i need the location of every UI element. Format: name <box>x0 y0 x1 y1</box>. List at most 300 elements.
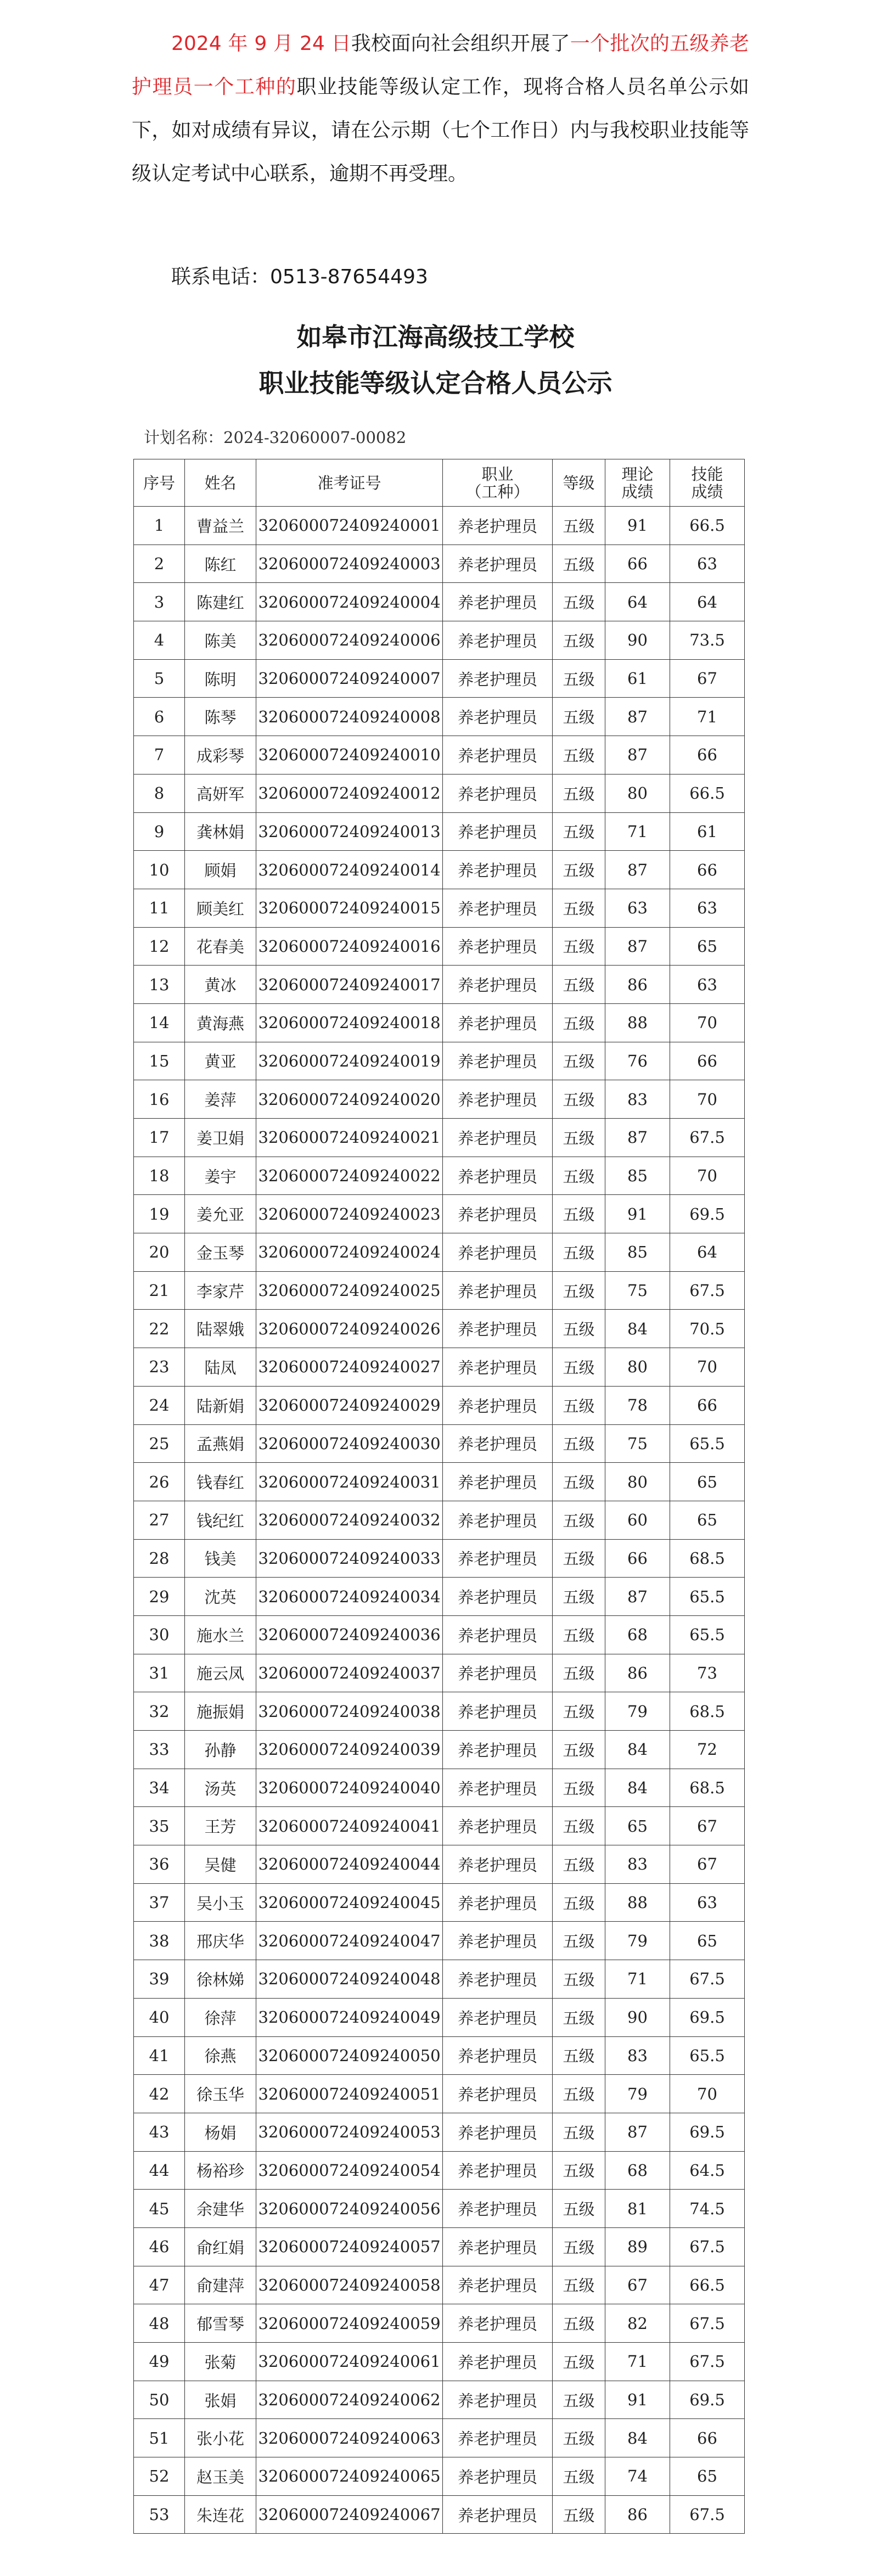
cell-skill: 65.5 <box>670 1578 745 1616</box>
notice-paragraph <box>132 22 749 195</box>
cell-ticket: 320600072409240025 <box>256 1271 443 1310</box>
cell-skill: 67 <box>670 1845 745 1884</box>
cell-theory: 81 <box>605 2190 670 2228</box>
cell-theory: 84 <box>605 1769 670 1807</box>
cell-ticket: 320600072409240065 <box>256 2457 443 2496</box>
table-row <box>134 966 745 1004</box>
cell-level: 五级 <box>553 1501 605 1539</box>
cell-seq: 45 <box>134 2190 185 2228</box>
table-row <box>134 1998 745 2036</box>
cell-job: 养老护理员 <box>443 1463 553 1501</box>
cell-name: 赵玉美 <box>185 2457 256 2496</box>
cell-skill: 73.5 <box>670 621 745 660</box>
cell-job: 养老护理员 <box>443 507 553 545</box>
cell-theory: 89 <box>605 2227 670 2266</box>
cell-level: 五级 <box>553 1003 605 1042</box>
cell-level: 五级 <box>553 2075 605 2113</box>
cell-seq: 51 <box>134 2419 185 2457</box>
cell-theory: 71 <box>605 2343 670 2381</box>
cell-seq: 36 <box>134 1845 185 1884</box>
cell-ticket: 320600072409240059 <box>256 2304 443 2343</box>
contact-label: 联系电话： <box>171 266 271 288</box>
cell-level: 五级 <box>553 1731 605 1769</box>
table-row <box>134 1003 745 1042</box>
cell-name: 钱纪红 <box>185 1501 256 1539</box>
cell-level: 五级 <box>553 2495 605 2534</box>
cell-seq: 30 <box>134 1615 185 1654</box>
cell-job: 养老护理员 <box>443 1731 553 1769</box>
cell-skill: 61 <box>670 812 745 851</box>
cell-ticket: 320600072409240053 <box>256 2113 443 2151</box>
table-row <box>134 1807 745 1845</box>
cell-job: 养老护理员 <box>443 1615 553 1654</box>
cell-seq: 11 <box>134 889 185 927</box>
cell-seq: 38 <box>134 1922 185 1960</box>
cell-skill: 72 <box>670 1731 745 1769</box>
cell-theory: 75 <box>605 1424 670 1463</box>
table-row <box>134 889 745 927</box>
cell-theory: 67 <box>605 2266 670 2304</box>
cell-seq: 18 <box>134 1157 185 1195</box>
cell-job: 养老护理员 <box>443 1119 553 1157</box>
table-row <box>134 812 745 851</box>
cell-job: 养老护理员 <box>443 2113 553 2151</box>
cell-theory: 65 <box>605 1807 670 1845</box>
cell-ticket: 320600072409240050 <box>256 2036 443 2075</box>
cell-job: 养老护理员 <box>443 621 553 660</box>
header-skill-line1: 技能 <box>691 464 723 484</box>
cell-theory: 68 <box>605 1615 670 1654</box>
cell-name: 张娟 <box>185 2381 256 2419</box>
table-row <box>134 2227 745 2266</box>
cell-job: 养老护理员 <box>443 812 553 851</box>
cell-name: 高妍军 <box>185 774 256 812</box>
cell-skill: 67.5 <box>670 1119 745 1157</box>
cell-name: 张菊 <box>185 2343 256 2381</box>
cell-level: 五级 <box>553 621 605 660</box>
table-row <box>134 1692 745 1731</box>
cell-level: 五级 <box>553 1424 605 1463</box>
cell-skill: 65.5 <box>670 1615 745 1654</box>
cell-skill: 63 <box>670 545 745 583</box>
cell-seq: 52 <box>134 2457 185 2496</box>
cell-seq: 16 <box>134 1080 185 1119</box>
contact-phone: 0513-87654493 <box>270 266 428 288</box>
cell-level: 五级 <box>553 966 605 1004</box>
cell-name: 姜允亚 <box>185 1195 256 1233</box>
cell-level: 五级 <box>553 1348 605 1387</box>
contact-line <box>171 261 428 294</box>
cell-skill: 65 <box>670 1463 745 1501</box>
cell-job: 养老护理员 <box>443 966 553 1004</box>
cell-job: 养老护理员 <box>443 1578 553 1616</box>
header-name: 姓名 <box>185 459 256 507</box>
cell-skill: 73 <box>670 1654 745 1692</box>
cell-ticket: 320600072409240003 <box>256 545 443 583</box>
cell-name: 陈琴 <box>185 698 256 736</box>
cell-seq: 37 <box>134 1883 185 1922</box>
cell-name: 龚林娟 <box>185 812 256 851</box>
cell-name: 俞红娟 <box>185 2227 256 2266</box>
table-row <box>134 1195 745 1233</box>
cell-job: 养老护理员 <box>443 1960 553 1999</box>
cell-seq: 42 <box>134 2075 185 2113</box>
table-row <box>134 1615 745 1654</box>
cell-level: 五级 <box>553 1463 605 1501</box>
table-row <box>134 2113 745 2151</box>
cell-theory: 88 <box>605 1883 670 1922</box>
cell-theory: 79 <box>605 1922 670 1960</box>
cell-seq: 49 <box>134 2343 185 2381</box>
table-row <box>134 583 745 621</box>
cell-job: 养老护理员 <box>443 1424 553 1463</box>
cell-skill: 67.5 <box>670 1271 745 1310</box>
cell-name: 施振娟 <box>185 1692 256 1731</box>
cell-level: 五级 <box>553 1233 605 1272</box>
cell-level: 五级 <box>553 698 605 736</box>
cell-level: 五级 <box>553 1042 605 1080</box>
cell-theory: 91 <box>605 2381 670 2419</box>
cell-job: 养老护理员 <box>443 1922 553 1960</box>
header-skill <box>670 459 745 507</box>
cell-name: 钱春红 <box>185 1463 256 1501</box>
table-row <box>134 2151 745 2190</box>
table-row <box>134 1654 745 1692</box>
cell-name: 孟燕娟 <box>185 1424 256 1463</box>
table-row <box>134 2266 745 2304</box>
cell-job: 养老护理员 <box>443 1003 553 1042</box>
table-row <box>134 1042 745 1080</box>
cell-name: 沈英 <box>185 1578 256 1616</box>
cell-skill: 70 <box>670 1348 745 1387</box>
cell-skill: 67.5 <box>670 2304 745 2343</box>
table-row <box>134 1731 745 1769</box>
cell-job: 养老护理员 <box>443 2266 553 2304</box>
cell-name: 邢庆华 <box>185 1922 256 1960</box>
cell-name: 徐林娣 <box>185 1960 256 1999</box>
cell-seq: 40 <box>134 1998 185 2036</box>
cell-skill: 67 <box>670 1807 745 1845</box>
cell-skill: 74.5 <box>670 2190 745 2228</box>
cell-ticket: 320600072409240021 <box>256 1119 443 1157</box>
cell-ticket: 320600072409240007 <box>256 659 443 698</box>
cell-ticket: 320600072409240006 <box>256 621 443 660</box>
cell-ticket: 320600072409240015 <box>256 889 443 927</box>
cell-job: 养老护理员 <box>443 698 553 736</box>
cell-job: 养老护理员 <box>443 545 553 583</box>
cell-name: 陆凤 <box>185 1348 256 1387</box>
cell-ticket: 320600072409240033 <box>256 1539 443 1578</box>
cell-ticket: 320600072409240038 <box>256 1692 443 1731</box>
cell-level: 五级 <box>553 736 605 775</box>
cell-seq: 47 <box>134 2266 185 2304</box>
table-row <box>134 927 745 966</box>
cell-ticket: 320600072409240061 <box>256 2343 443 2381</box>
cell-name: 黄冰 <box>185 966 256 1004</box>
cell-ticket: 320600072409240008 <box>256 698 443 736</box>
table-row <box>134 621 745 660</box>
notice-batch: 一个批次的五级养老护理员一个工种的 <box>132 32 749 98</box>
cell-ticket: 320600072409240024 <box>256 1233 443 1272</box>
cell-job: 养老护理员 <box>443 1233 553 1272</box>
cell-ticket: 320600072409240017 <box>256 966 443 1004</box>
cell-theory: 87 <box>605 1578 670 1616</box>
cell-job: 养老护理员 <box>443 2304 553 2343</box>
cell-level: 五级 <box>553 2419 605 2457</box>
cell-skill: 67.5 <box>670 2227 745 2266</box>
page-title: 职业技能等级认定合格人员公示 <box>259 368 612 398</box>
cell-theory: 71 <box>605 812 670 851</box>
cell-ticket: 320600072409240057 <box>256 2227 443 2266</box>
table-row <box>134 1080 745 1119</box>
cell-seq: 23 <box>134 1348 185 1387</box>
cell-name: 金玉琴 <box>185 1233 256 1272</box>
table-row <box>134 1769 745 1807</box>
cell-theory: 91 <box>605 507 670 545</box>
cell-ticket: 320600072409240054 <box>256 2151 443 2190</box>
cell-job: 养老护理员 <box>443 1386 553 1424</box>
cell-level: 五级 <box>553 2151 605 2190</box>
cell-job: 养老护理员 <box>443 1348 553 1387</box>
cell-seq: 15 <box>134 1042 185 1080</box>
cell-skill: 70 <box>670 1003 745 1042</box>
cell-skill: 68.5 <box>670 1539 745 1578</box>
cell-level: 五级 <box>553 2227 605 2266</box>
cell-ticket: 320600072409240029 <box>256 1386 443 1424</box>
cell-job: 养老护理员 <box>443 1998 553 2036</box>
cell-theory: 78 <box>605 1386 670 1424</box>
header-ticket: 准考证号 <box>256 459 443 507</box>
cell-theory: 60 <box>605 1501 670 1539</box>
cell-theory: 82 <box>605 2304 670 2343</box>
cell-name: 陆翠娥 <box>185 1310 256 1348</box>
cell-seq: 12 <box>134 927 185 966</box>
cell-job: 养老护理员 <box>443 1692 553 1731</box>
cell-name: 杨娟 <box>185 2113 256 2151</box>
cell-theory: 64 <box>605 583 670 621</box>
cell-seq: 1 <box>134 507 185 545</box>
cell-skill: 69.5 <box>670 2113 745 2151</box>
cell-name: 陈美 <box>185 621 256 660</box>
cell-theory: 85 <box>605 1157 670 1195</box>
cell-name: 吴健 <box>185 1845 256 1884</box>
cell-ticket: 320600072409240032 <box>256 1501 443 1539</box>
cell-name: 曹益兰 <box>185 507 256 545</box>
cell-ticket: 320600072409240013 <box>256 812 443 851</box>
cell-skill: 66 <box>670 1386 745 1424</box>
table-row <box>134 1424 745 1463</box>
cell-level: 五级 <box>553 545 605 583</box>
cell-level: 五级 <box>553 2457 605 2496</box>
cell-level: 五级 <box>553 2381 605 2419</box>
cell-name: 黄海燕 <box>185 1003 256 1042</box>
header-theory-line2: 成绩 <box>621 482 654 501</box>
table-row <box>134 545 745 583</box>
table-row <box>134 2457 745 2496</box>
cell-name: 徐燕 <box>185 2036 256 2075</box>
cell-name: 孙静 <box>185 1731 256 1769</box>
plan-name <box>144 425 406 448</box>
cell-level: 五级 <box>553 2304 605 2343</box>
table-row <box>134 1463 745 1501</box>
cell-seq: 19 <box>134 1195 185 1233</box>
cell-theory: 86 <box>605 2495 670 2534</box>
cell-name: 朱连花 <box>185 2495 256 2534</box>
cell-level: 五级 <box>553 1195 605 1233</box>
table-row <box>134 659 745 698</box>
cell-seq: 9 <box>134 812 185 851</box>
cell-name: 李家芹 <box>185 1271 256 1310</box>
cell-seq: 46 <box>134 2227 185 2266</box>
cell-ticket: 320600072409240041 <box>256 1807 443 1845</box>
cell-theory: 84 <box>605 1310 670 1348</box>
cell-name: 余建华 <box>185 2190 256 2228</box>
cell-level: 五级 <box>553 889 605 927</box>
cell-level: 五级 <box>553 2190 605 2228</box>
plan-label: 计划名称： <box>144 428 224 447</box>
cell-level: 五级 <box>553 851 605 889</box>
cell-name: 陈明 <box>185 659 256 698</box>
cell-ticket: 320600072409240036 <box>256 1615 443 1654</box>
cell-seq: 41 <box>134 2036 185 2075</box>
cell-ticket: 320600072409240018 <box>256 1003 443 1042</box>
cell-seq: 3 <box>134 583 185 621</box>
cell-seq: 34 <box>134 1769 185 1807</box>
cell-theory: 79 <box>605 2075 670 2113</box>
cell-skill: 69.5 <box>670 1195 745 1233</box>
cell-name: 花春美 <box>185 927 256 966</box>
cell-job: 养老护理员 <box>443 1845 553 1884</box>
cell-name: 俞建萍 <box>185 2266 256 2304</box>
cell-job: 养老护理员 <box>443 1807 553 1845</box>
plan-code: 2024-32060007-00082 <box>223 428 407 447</box>
cell-level: 五级 <box>553 1157 605 1195</box>
cell-theory: 87 <box>605 927 670 966</box>
header-theory-line1: 理论 <box>621 464 654 484</box>
cell-theory: 63 <box>605 889 670 927</box>
cell-name: 杨裕珍 <box>185 2151 256 2190</box>
cell-theory: 87 <box>605 698 670 736</box>
cell-seq: 10 <box>134 851 185 889</box>
cell-skill: 71 <box>670 698 745 736</box>
cell-name: 姜萍 <box>185 1080 256 1119</box>
cell-seq: 53 <box>134 2495 185 2534</box>
cell-theory: 91 <box>605 1195 670 1233</box>
cell-ticket: 320600072409240040 <box>256 1769 443 1807</box>
cell-name: 顾美红 <box>185 889 256 927</box>
cell-skill: 65.5 <box>670 1424 745 1463</box>
cell-job: 养老护理员 <box>443 1195 553 1233</box>
cell-skill: 64 <box>670 1233 745 1272</box>
table-header-row <box>134 459 745 507</box>
table-row <box>134 1233 745 1272</box>
cell-skill: 65 <box>670 2457 745 2496</box>
cell-level: 五级 <box>553 774 605 812</box>
cell-theory: 66 <box>605 1539 670 1578</box>
cell-skill: 64.5 <box>670 2151 745 2190</box>
cell-skill: 70 <box>670 1157 745 1195</box>
cell-seq: 44 <box>134 2151 185 2190</box>
cell-seq: 14 <box>134 1003 185 1042</box>
cell-skill: 64 <box>670 583 745 621</box>
cell-theory: 75 <box>605 1271 670 1310</box>
cell-job: 养老护理员 <box>443 1501 553 1539</box>
cell-theory: 80 <box>605 1463 670 1501</box>
cell-seq: 29 <box>134 1578 185 1616</box>
table-row <box>134 736 745 775</box>
cell-job: 养老护理员 <box>443 889 553 927</box>
table-row <box>134 1539 745 1578</box>
cell-skill: 66 <box>670 851 745 889</box>
table-row <box>134 851 745 889</box>
cell-theory: 90 <box>605 621 670 660</box>
table-row <box>134 1578 745 1616</box>
cell-job: 养老护理员 <box>443 1883 553 1922</box>
cell-ticket: 320600072409240012 <box>256 774 443 812</box>
cell-ticket: 320600072409240027 <box>256 1348 443 1387</box>
cell-job: 养老护理员 <box>443 659 553 698</box>
header-job <box>443 459 553 507</box>
cell-ticket: 320600072409240031 <box>256 1463 443 1501</box>
cell-name: 陆新娟 <box>185 1386 256 1424</box>
table-row <box>134 2343 745 2381</box>
cell-theory: 83 <box>605 1080 670 1119</box>
cell-level: 五级 <box>553 1578 605 1616</box>
cell-level: 五级 <box>553 2036 605 2075</box>
cell-name: 成彩琴 <box>185 736 256 775</box>
cell-name: 徐玉华 <box>185 2075 256 2113</box>
cell-skill: 69.5 <box>670 1998 745 2036</box>
table-row <box>134 774 745 812</box>
cell-job: 养老护理员 <box>443 1310 553 1348</box>
cell-level: 五级 <box>553 659 605 698</box>
cell-ticket: 320600072409240067 <box>256 2495 443 2534</box>
cell-theory: 79 <box>605 1692 670 1731</box>
header-job-line1: 职业 <box>481 464 514 484</box>
cell-skill: 65 <box>670 927 745 966</box>
cell-seq: 32 <box>134 1692 185 1731</box>
header-skill-line2: 成绩 <box>691 482 723 501</box>
cell-level: 五级 <box>553 1807 605 1845</box>
cell-job: 养老护理员 <box>443 1769 553 1807</box>
cell-skill: 67.5 <box>670 1960 745 1999</box>
cell-job: 养老护理员 <box>443 774 553 812</box>
notice-text-2: 职业技能等级认定工作，现将合格人员名单公示如下，如对成绩有异议，请在公示期（七个工作日）内与我校职业技能等级认定考试中心联系，逾期不再受理。 <box>132 76 749 185</box>
cell-seq: 26 <box>134 1463 185 1501</box>
cell-name: 陈建红 <box>185 583 256 621</box>
cell-seq: 39 <box>134 1960 185 1999</box>
cell-theory: 87 <box>605 851 670 889</box>
cell-theory: 71 <box>605 1960 670 1999</box>
cell-ticket: 320600072409240016 <box>256 927 443 966</box>
cell-job: 养老护理员 <box>443 2151 553 2190</box>
cell-theory: 66 <box>605 545 670 583</box>
cell-ticket: 320600072409240019 <box>256 1042 443 1080</box>
table-row <box>134 2036 745 2075</box>
cell-seq: 2 <box>134 545 185 583</box>
cell-seq: 13 <box>134 966 185 1004</box>
cell-level: 五级 <box>553 1692 605 1731</box>
cell-name: 施云凤 <box>185 1654 256 1692</box>
cell-seq: 21 <box>134 1271 185 1310</box>
cell-skill: 67 <box>670 659 745 698</box>
cell-theory: 87 <box>605 1119 670 1157</box>
header-job-line2: （工种） <box>465 482 530 501</box>
cell-job: 养老护理员 <box>443 1042 553 1080</box>
table-row <box>134 1960 745 1999</box>
cell-theory: 88 <box>605 1003 670 1042</box>
cell-ticket: 320600072409240044 <box>256 1845 443 1884</box>
